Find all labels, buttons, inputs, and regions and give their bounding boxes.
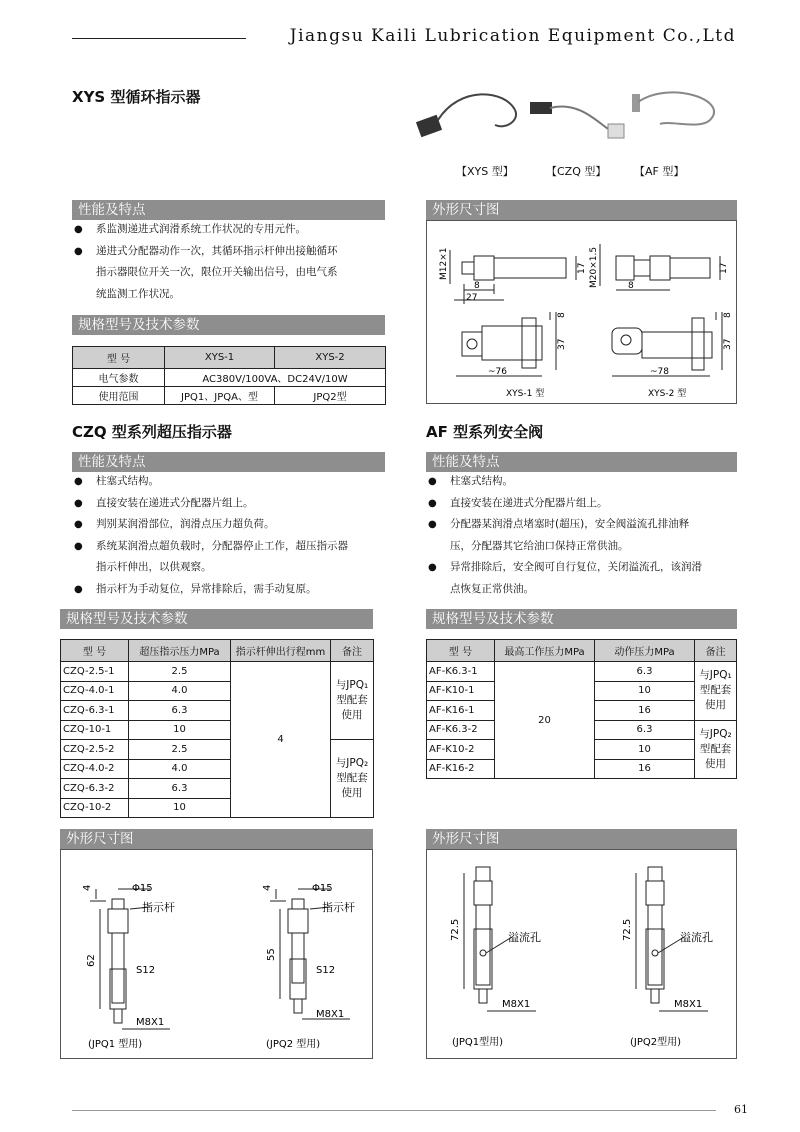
af-features-list (426, 471, 750, 600)
table-header: 型 号 (73, 347, 165, 369)
dim-label: M8X1 (674, 999, 703, 1010)
dim-label: M8X1 (136, 1017, 165, 1028)
dim-label: M8X1 (316, 1009, 345, 1020)
af-features-bar: 性能及特点 (426, 452, 737, 472)
table-cell: 电气参数 (73, 369, 165, 387)
dim-label: 27 (466, 293, 478, 303)
table-row (61, 662, 374, 682)
table-cell: CZQ-4.0-2 (61, 759, 129, 779)
dim-label: 4 (82, 884, 93, 891)
dim-caption: (JPQ2型用) (630, 1037, 682, 1048)
table-cell: 16 (595, 759, 695, 779)
dim-label: 8 (557, 312, 567, 318)
dim-label: ~78 (650, 367, 669, 377)
table-cell: AF-K10-1 (427, 681, 495, 701)
list-item-continued (426, 536, 750, 558)
table-cell: CZQ-2.5-1 (61, 662, 129, 682)
xys-dim-bar: 外形尺寸图 (426, 200, 737, 220)
table-cell-note (331, 662, 374, 740)
table-header: 备注 (331, 640, 374, 662)
dim-label: M12×1 (439, 247, 449, 280)
feature-line: 指示杆伸出，以供观察。 (96, 561, 212, 573)
dim-caption: XYS-1 型 (506, 389, 545, 399)
czq-dim-bar: 外形尺寸图 (60, 829, 373, 849)
table-header: XYS-1 (165, 347, 275, 369)
czq-dim-drawing (60, 849, 373, 1059)
table-cell: 10 (129, 798, 231, 818)
table-cell: 6.3 (595, 720, 695, 740)
feature-line: 压，分配器其它给油口保持正常供油。 (450, 539, 629, 552)
note-line: 与JPQ₂ (335, 757, 369, 769)
table-cell-note (695, 662, 737, 721)
table-cell: AF-K6.3-2 (427, 720, 495, 740)
table-cell: CZQ-10-1 (61, 720, 129, 740)
list-item: ● 直接安装在递进式分配器片组上。 (72, 493, 396, 515)
table-cell: JPQ1、JPQA、型 (165, 387, 275, 405)
af-spec-bar: 规格型号及技术参数 (426, 609, 737, 629)
list-item: ● 判别某润滑部位，润滑点压力超负荷。 (72, 514, 396, 536)
table-header: 动作压力MPa (595, 640, 695, 662)
table-cell: JPQ2型 (275, 387, 386, 405)
table-header: XYS-2 (275, 347, 386, 369)
dim-label: 指示杆 (142, 901, 175, 914)
table-cell: AC380V/100VA、DC24V/10W (165, 369, 386, 387)
table-cell: 4.0 (129, 759, 231, 779)
dim-label: 溢流孔 (508, 931, 541, 944)
header-rule (72, 38, 246, 39)
czq-features-list (72, 471, 396, 600)
table-cell: CZQ-6.3-1 (61, 701, 129, 721)
table-cell: 16 (595, 701, 695, 721)
list-item: ● 系监测递进式润滑系统工作状况的专用元件。 (72, 219, 392, 241)
table-cell: 20 (495, 662, 595, 779)
list-item: ● 直接安装在递进式分配器片组上。 (426, 493, 750, 515)
list-item: ● 指示杆为手动复位，异常排除后，需手动复原。 (72, 579, 396, 601)
czq-title: CZQ 型系列超压指示器 (72, 423, 232, 441)
table-header: 超压指示压力MPa (129, 640, 231, 662)
table-cell: 10 (129, 720, 231, 740)
footer-rule (72, 1110, 716, 1111)
dim-label: S12 (136, 965, 156, 976)
table-header: 最高工作压力MPa (495, 640, 595, 662)
dim-caption: (JPQ1 型用) (88, 1039, 143, 1050)
af-dim-drawing (426, 849, 737, 1059)
note-line: 型配套 (699, 684, 732, 697)
note-line: 型配套 (336, 772, 368, 784)
dim-label: 17 (577, 262, 587, 274)
note-line: 与JPQ₁ (699, 669, 732, 682)
photo-label-czq: 【CZQ 型】 (546, 165, 607, 178)
xys-features-list (72, 219, 392, 262)
table-header: 型 号 (61, 640, 129, 662)
dim-label: ~76 (488, 367, 507, 377)
xys-title: XYS 型循环指示器 (72, 88, 201, 106)
table-cell: 6.3 (129, 779, 231, 799)
note-line: 使用 (341, 709, 363, 721)
table-cell: AF-K16-2 (427, 759, 495, 779)
company-name: Jiangsu Kaili Lubrication Equipment Co.,Ltd (289, 26, 736, 46)
list-item: ● 分配器某润滑点堵塞时(超压)，安全阀溢流孔排油释 (426, 514, 750, 536)
dim-caption: XYS-2 型 (648, 389, 687, 399)
table-header: 型 号 (427, 640, 495, 662)
feature-line: 统监测工作状况。 (96, 287, 180, 300)
table-cell: AF-K16-1 (427, 701, 495, 721)
table-cell: AF-K10-2 (427, 740, 495, 760)
xys-spec-bar: 规格型号及技术参数 (72, 315, 385, 335)
dim-label: 4 (262, 884, 273, 891)
dim-label: S12 (316, 965, 336, 976)
czq-spec-bar: 规格型号及技术参数 (60, 609, 373, 629)
table-cell: 使用范围 (73, 387, 165, 405)
dim-label: 8 (474, 281, 480, 291)
xys-dim-drawing (426, 220, 737, 404)
dim-label: 8 (628, 281, 634, 291)
table-cell: 2.5 (129, 662, 231, 682)
xys-photo (416, 94, 516, 137)
list-item-continued (72, 557, 396, 579)
dim-label: 72.5 (450, 918, 461, 941)
table-header: 指示杆伸出行程mm (231, 640, 331, 662)
dim-label: 指示杆 (322, 901, 355, 914)
list-item-continued (426, 579, 750, 601)
note-line: 型配套 (336, 694, 368, 706)
product-photos (410, 80, 730, 160)
xys-spec-table (72, 346, 386, 405)
table-cell: CZQ-10-2 (61, 798, 129, 818)
list-item: ● 柱塞式结构。 (426, 471, 750, 493)
dim-label: Φ15 (312, 883, 333, 894)
note-line: 使用 (705, 757, 726, 770)
table-cell: 10 (595, 681, 695, 701)
af-dim-bar: 外形尺寸图 (426, 829, 737, 849)
dim-label: 72.5 (622, 918, 633, 941)
czq-photo (530, 102, 624, 138)
note-line: 使用 (705, 699, 726, 712)
xys-features-bar: 性能及特点 (72, 200, 385, 220)
dim-label: 17 (719, 262, 729, 274)
dim-caption: (JPQ1型用) (452, 1037, 504, 1048)
note-line: 使用 (341, 787, 363, 799)
list-item: ● 柱塞式结构。 (72, 471, 396, 493)
dim-label: Φ15 (132, 883, 153, 894)
table-cell: CZQ-4.0-1 (61, 681, 129, 701)
table-cell: CZQ-2.5-2 (61, 740, 129, 760)
table-row (427, 662, 737, 682)
dim-label: 37 (723, 338, 733, 350)
table-cell: 10 (595, 740, 695, 760)
czq-features-bar: 性能及特点 (72, 452, 385, 472)
dim-label: 溢流孔 (680, 931, 713, 944)
list-item: ● 异常排除后，安全阀可自行复位，关闭溢流孔，该润滑 (426, 557, 750, 579)
photo-label-xys: 【XYS 型】 (456, 165, 514, 178)
note-line: 型配套 (699, 742, 732, 755)
table-cell: 2.5 (129, 740, 231, 760)
czq-spec-table (60, 639, 374, 818)
dim-caption: (JPQ2 型用) (266, 1039, 321, 1050)
table-cell: 4 (231, 662, 331, 818)
note-line: 与JPQ₁ (335, 679, 369, 691)
table-cell-note (331, 740, 374, 818)
dim-label: 8 (723, 312, 733, 318)
page-number: 61 (734, 1103, 748, 1116)
af-title: AF 型系列安全阀 (426, 423, 544, 441)
dim-label: 37 (557, 338, 567, 350)
table-cell-note (695, 720, 737, 779)
table-cell: AF-K6.3-1 (427, 662, 495, 682)
table-cell: 6.3 (595, 662, 695, 682)
feature-line: 点恢复正常供油。 (450, 582, 534, 595)
list-item: ● 系统某润滑点超负载时，分配器停止工作，超压指示器 (72, 536, 396, 558)
table-cell: CZQ-6.3-2 (61, 779, 129, 799)
feature-line: 指示器限位开关一次，限位开关输出信号，由电气系 (96, 266, 338, 278)
af-photo (632, 92, 714, 124)
dim-label: M8X1 (502, 999, 531, 1010)
note-line: 与JPQ₂ (699, 727, 732, 740)
table-cell: 4.0 (129, 681, 231, 701)
table-cell: 6.3 (129, 701, 231, 721)
table-header: 备注 (695, 640, 737, 662)
photo-label-af: 【AF 型】 (634, 165, 685, 178)
list-item-continued (96, 262, 396, 305)
dim-label: 55 (266, 948, 277, 961)
af-spec-table (426, 639, 737, 779)
dim-label: 62 (86, 954, 97, 967)
dim-label: M20×1.5 (589, 246, 599, 288)
list-item: ● 递进式分配器动作一次，其循环指示杆伸出接触循环 (72, 241, 392, 263)
